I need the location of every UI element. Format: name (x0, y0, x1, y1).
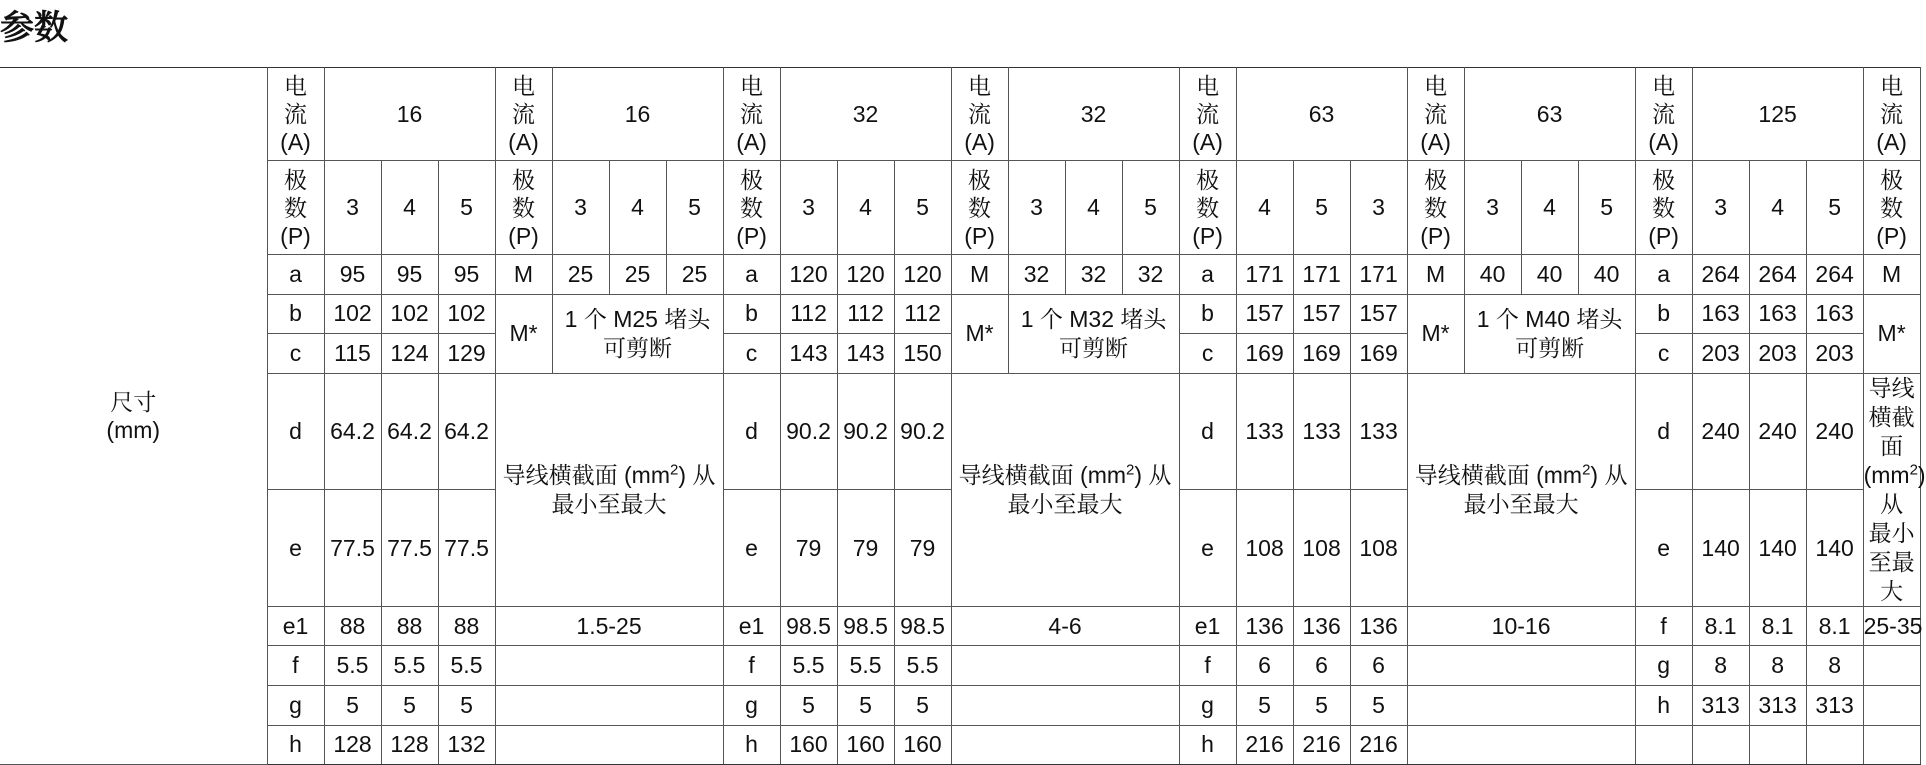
wire-range: 10-16 (1407, 606, 1635, 646)
dimension-value: 132 (438, 725, 495, 765)
dimension-value: 124 (381, 334, 438, 374)
dimension-value: 203 (1749, 334, 1806, 374)
poles-value: 5 (666, 161, 723, 255)
dimension-value: 95 (324, 255, 381, 295)
dimension-value: 133 (1293, 373, 1350, 490)
dimension-value: 240 (1806, 373, 1863, 490)
dimension-key: b (267, 294, 324, 334)
dimension-value: 5.5 (324, 646, 381, 686)
dimension-key: a (723, 255, 780, 295)
dimension-value: 128 (381, 725, 438, 765)
poles-value: 4 (837, 161, 894, 255)
dimension-value: 64.2 (324, 373, 381, 490)
dimension-value: 64.2 (381, 373, 438, 490)
dimension-value: 8.1 (1749, 606, 1806, 646)
dimension-key: e1 (723, 606, 780, 646)
dimension-key: b (723, 294, 780, 334)
dimension-value: 5 (1293, 685, 1350, 725)
dimension-value: 88 (381, 606, 438, 646)
poles-label: 极 数 (P) (267, 161, 324, 255)
wire-range: 4-6 (951, 606, 1179, 646)
empty-cell (1407, 725, 1635, 765)
dimension-value: 5 (780, 685, 837, 725)
dimension-value: 150 (894, 334, 951, 374)
dimension-value: 5 (438, 685, 495, 725)
empty-cell (1863, 685, 1920, 725)
dimension-key: h (1179, 725, 1236, 765)
dimension-key: f (1635, 606, 1692, 646)
dimension-value: 264 (1806, 255, 1863, 295)
wire-cross-section-label: 导线横截面 $(mm^2)$ 从 最小至最大 (1407, 373, 1635, 606)
poles-value: 3 (780, 161, 837, 255)
dimension-value: 240 (1749, 373, 1806, 490)
dimension-value: 88 (324, 606, 381, 646)
empty-cell (1863, 725, 1920, 765)
gland-m-value: 25 (552, 255, 609, 295)
gland-m-value: 32 (1008, 255, 1065, 295)
dimension-value: 102 (324, 294, 381, 334)
dimension-value: 77.5 (438, 490, 495, 607)
dimension-key: e (1635, 490, 1692, 607)
dimension-key: a (1179, 255, 1236, 295)
dimension-value: 133 (1236, 373, 1293, 490)
dimension-value: 102 (438, 294, 495, 334)
dimension-value: 313 (1692, 685, 1749, 725)
dimension-key: h (1635, 685, 1692, 725)
dimension-key: d (723, 373, 780, 490)
dimension-value: 98.5 (837, 606, 894, 646)
gland-mstar-label: M* (495, 294, 552, 373)
current-label: 电 流 (A) (1635, 68, 1692, 161)
gland-m-value: 40 (1464, 255, 1521, 295)
dimension-key: e1 (1179, 606, 1236, 646)
dimension-value: 136 (1293, 606, 1350, 646)
current-label: 电 流 (A) (951, 68, 1008, 161)
dimension-value: 157 (1236, 294, 1293, 334)
dimension-value: 160 (894, 725, 951, 765)
gland-m-value: 32 (1065, 255, 1122, 295)
poles-label: 极 数 (P) (951, 161, 1008, 255)
poles-label: 极 数 (P) (1179, 161, 1236, 255)
dimension-value: 136 (1236, 606, 1293, 646)
dimension-label: 尺寸 (mm) (0, 68, 267, 765)
current-label: 电 流 (A) (1407, 68, 1464, 161)
dimension-value: 98.5 (780, 606, 837, 646)
dimension-key: e (1179, 490, 1236, 607)
dimension-value: 128 (324, 725, 381, 765)
dimension-key: d (1179, 373, 1236, 490)
dimension-key: g (267, 685, 324, 725)
dimension-value: 6 (1293, 646, 1350, 686)
poles-value: 3 (1350, 161, 1407, 255)
empty-cell (1407, 685, 1635, 725)
wire-cross-section-label: 导线横截面 $(mm^2)$ 从 最小至最大 (1863, 373, 1920, 606)
dimension-value: 163 (1692, 294, 1749, 334)
dimension-value: 88 (438, 606, 495, 646)
current-value: 63 (1464, 68, 1635, 161)
dimension-value (1692, 725, 1749, 765)
parameter-table (0, 67, 1926, 765)
current-label: 电 流 (A) (1863, 68, 1920, 161)
dimension-value: 5 (1350, 685, 1407, 725)
dimension-value: 264 (1692, 255, 1749, 295)
empty-cell (1407, 646, 1635, 686)
dimension-key (1635, 725, 1692, 765)
superscript: 2 (1909, 461, 1918, 479)
dimension-value: 5.5 (780, 646, 837, 686)
dimension-value: 5 (324, 685, 381, 725)
dimension-value: 79 (837, 490, 894, 607)
dimension-value: 129 (438, 334, 495, 374)
dimension-value: 160 (837, 725, 894, 765)
dimension-value: 5 (837, 685, 894, 725)
poles-label: 极 数 (P) (1635, 161, 1692, 255)
current-label: 电 流 (A) (267, 68, 324, 161)
dimension-key: e1 (267, 606, 324, 646)
dimension-value: 264 (1749, 255, 1806, 295)
poles-value: 5 (1578, 161, 1635, 255)
dimension-value: 5 (894, 685, 951, 725)
dimension-value: 163 (1806, 294, 1863, 334)
dimension-value: 108 (1293, 490, 1350, 607)
dimension-key: d (267, 373, 324, 490)
dimension-value: 143 (837, 334, 894, 374)
dimension-key: g (1179, 685, 1236, 725)
dimension-value: 157 (1293, 294, 1350, 334)
gland-mstar-text: 1 个 M40 堵头 可剪断 (1464, 294, 1635, 373)
dimension-value: 313 (1749, 685, 1806, 725)
poles-value: 4 (381, 161, 438, 255)
dimension-value: 169 (1350, 334, 1407, 374)
current-value: 16 (552, 68, 723, 161)
poles-value: 5 (1293, 161, 1350, 255)
gland-m-value: 40 (1521, 255, 1578, 295)
dimension-key: g (723, 685, 780, 725)
gland-m-value: 32 (1122, 255, 1179, 295)
wire-cross-section-label: 导线横截面 $(mm^2)$ 从 最小至最大 (495, 373, 723, 606)
gland-m-label: M (1863, 255, 1920, 295)
dimension-value: 90.2 (780, 373, 837, 490)
poles-value: 5 (438, 161, 495, 255)
poles-value: 5 (1806, 161, 1863, 255)
dimension-key: c (723, 334, 780, 374)
current-value: 32 (1008, 68, 1179, 161)
dimension-key: a (267, 255, 324, 295)
superscript: 2 (1582, 461, 1591, 479)
gland-m-label: M (495, 255, 552, 295)
dimension-key: h (723, 725, 780, 765)
dimension-value: 240 (1692, 373, 1749, 490)
dimension-value: 171 (1350, 255, 1407, 295)
dimension-value: 8 (1749, 646, 1806, 686)
wire-range: 1.5-25 (495, 606, 723, 646)
dimension-value: 136 (1350, 606, 1407, 646)
dimension-value: 5.5 (837, 646, 894, 686)
empty-cell (495, 646, 723, 686)
dimension-key: e (267, 490, 324, 607)
dimension-value: 120 (780, 255, 837, 295)
wire-cross-section-label: 导线横截面 $(mm^2)$ 从 最小至最大 (951, 373, 1179, 606)
dimension-value: 8.1 (1692, 606, 1749, 646)
empty-cell (495, 725, 723, 765)
dimension-value: 5 (381, 685, 438, 725)
dimension-value: 120 (837, 255, 894, 295)
dimension-value: 102 (381, 294, 438, 334)
dimension-value: 112 (780, 294, 837, 334)
superscript: 2 (1126, 461, 1135, 479)
poles-value: 3 (324, 161, 381, 255)
dimension-value: 140 (1692, 490, 1749, 607)
dimension-value: 140 (1749, 490, 1806, 607)
superscript: 2 (670, 461, 679, 479)
dimension-value: 157 (1350, 294, 1407, 334)
poles-value: 3 (552, 161, 609, 255)
poles-value: 4 (1236, 161, 1293, 255)
current-value: 32 (780, 68, 951, 161)
empty-cell (951, 685, 1179, 725)
poles-value: 3 (1008, 161, 1065, 255)
poles-label: 极 数 (P) (1863, 161, 1920, 255)
poles-value: 5 (894, 161, 951, 255)
dimension-value: 79 (894, 490, 951, 607)
poles-label: 极 数 (P) (1407, 161, 1464, 255)
gland-m-label: M (951, 255, 1008, 295)
poles-value: 4 (1521, 161, 1578, 255)
dimension-key: a (1635, 255, 1692, 295)
dimension-key: b (1635, 294, 1692, 334)
dimension-value: 133 (1350, 373, 1407, 490)
gland-m-value: 25 (666, 255, 723, 295)
gland-mstar-text: 1 个 M32 堵头 可剪断 (1008, 294, 1179, 373)
dimension-value: 203 (1692, 334, 1749, 374)
dimension-value: 90.2 (837, 373, 894, 490)
dimension-key: b (1179, 294, 1236, 334)
dimension-value: 120 (894, 255, 951, 295)
dimension-value: 90.2 (894, 373, 951, 490)
current-label: 电 流 (A) (1179, 68, 1236, 161)
current-label: 电 流 (A) (723, 68, 780, 161)
dimension-value: 160 (780, 725, 837, 765)
dimension-value: 216 (1350, 725, 1407, 765)
dimension-value: 79 (780, 490, 837, 607)
dimension-value: 169 (1293, 334, 1350, 374)
gland-mstar-label: M* (951, 294, 1008, 373)
dimension-value: 8 (1806, 646, 1863, 686)
poles-value: 4 (1749, 161, 1806, 255)
dimension-value: 143 (780, 334, 837, 374)
dimension-key: c (267, 334, 324, 374)
dimension-value: 98.5 (894, 606, 951, 646)
gland-mstar-text: 1 个 M25 堵头 可剪断 (552, 294, 723, 373)
dimension-value: 6 (1236, 646, 1293, 686)
empty-cell (951, 725, 1179, 765)
poles-value: 4 (609, 161, 666, 255)
dimension-value: 8 (1692, 646, 1749, 686)
poles-value: 3 (1464, 161, 1521, 255)
dimension-value: 216 (1236, 725, 1293, 765)
dimension-key: e (723, 490, 780, 607)
dimension-key: d (1635, 373, 1692, 490)
current-value: 16 (324, 68, 495, 161)
empty-cell (495, 685, 723, 725)
dimension-value: 95 (438, 255, 495, 295)
dimension-value: 8.1 (1806, 606, 1863, 646)
dimension-value: 64.2 (438, 373, 495, 490)
dimension-value: 108 (1236, 490, 1293, 607)
current-label: 电 流 (A) (495, 68, 552, 161)
dimension-value: 5.5 (894, 646, 951, 686)
empty-cell (951, 646, 1179, 686)
dimension-value: 6 (1350, 646, 1407, 686)
dimension-value: 169 (1236, 334, 1293, 374)
gland-mstar-label: M* (1407, 294, 1464, 373)
gland-m-value: 25 (609, 255, 666, 295)
poles-value: 3 (1692, 161, 1749, 255)
dimension-value (1749, 725, 1806, 765)
dimension-key: c (1179, 334, 1236, 374)
empty-cell (1863, 646, 1920, 686)
dimension-value: 95 (381, 255, 438, 295)
dimension-value: 203 (1806, 334, 1863, 374)
poles-value: 4 (1065, 161, 1122, 255)
dimension-value: 5 (1236, 685, 1293, 725)
current-value: 63 (1236, 68, 1407, 161)
dimension-value: 163 (1749, 294, 1806, 334)
dimension-value: 313 (1806, 685, 1863, 725)
dimension-key: c (1635, 334, 1692, 374)
dimension-value: 77.5 (324, 490, 381, 607)
dimension-key: f (267, 646, 324, 686)
gland-m-value: 40 (1578, 255, 1635, 295)
dimension-value: 5.5 (438, 646, 495, 686)
dimension-value: 216 (1293, 725, 1350, 765)
dimension-value: 108 (1350, 490, 1407, 607)
poles-label: 极 数 (P) (495, 161, 552, 255)
wire-range: 25-35 (1863, 606, 1920, 646)
dimension-value: 77.5 (381, 490, 438, 607)
poles-value: 5 (1122, 161, 1179, 255)
gland-m-label: M (1407, 255, 1464, 295)
gland-mstar-label: M* (1863, 294, 1920, 373)
dimension-value: 5.5 (381, 646, 438, 686)
dimension-value (1806, 725, 1863, 765)
dimension-value: 171 (1293, 255, 1350, 295)
dimension-value: 140 (1806, 490, 1863, 607)
dimension-value: 171 (1236, 255, 1293, 295)
dimension-value: 112 (837, 294, 894, 334)
dimension-key: f (723, 646, 780, 686)
dimension-key: h (267, 725, 324, 765)
dimension-key: f (1179, 646, 1236, 686)
page-title: 参数 (0, 9, 68, 47)
current-value: 125 (1692, 68, 1863, 161)
poles-label: 极 数 (P) (723, 161, 780, 255)
dimension-key: g (1635, 646, 1692, 686)
dimension-value: 112 (894, 294, 951, 334)
dimension-value: 115 (324, 334, 381, 374)
